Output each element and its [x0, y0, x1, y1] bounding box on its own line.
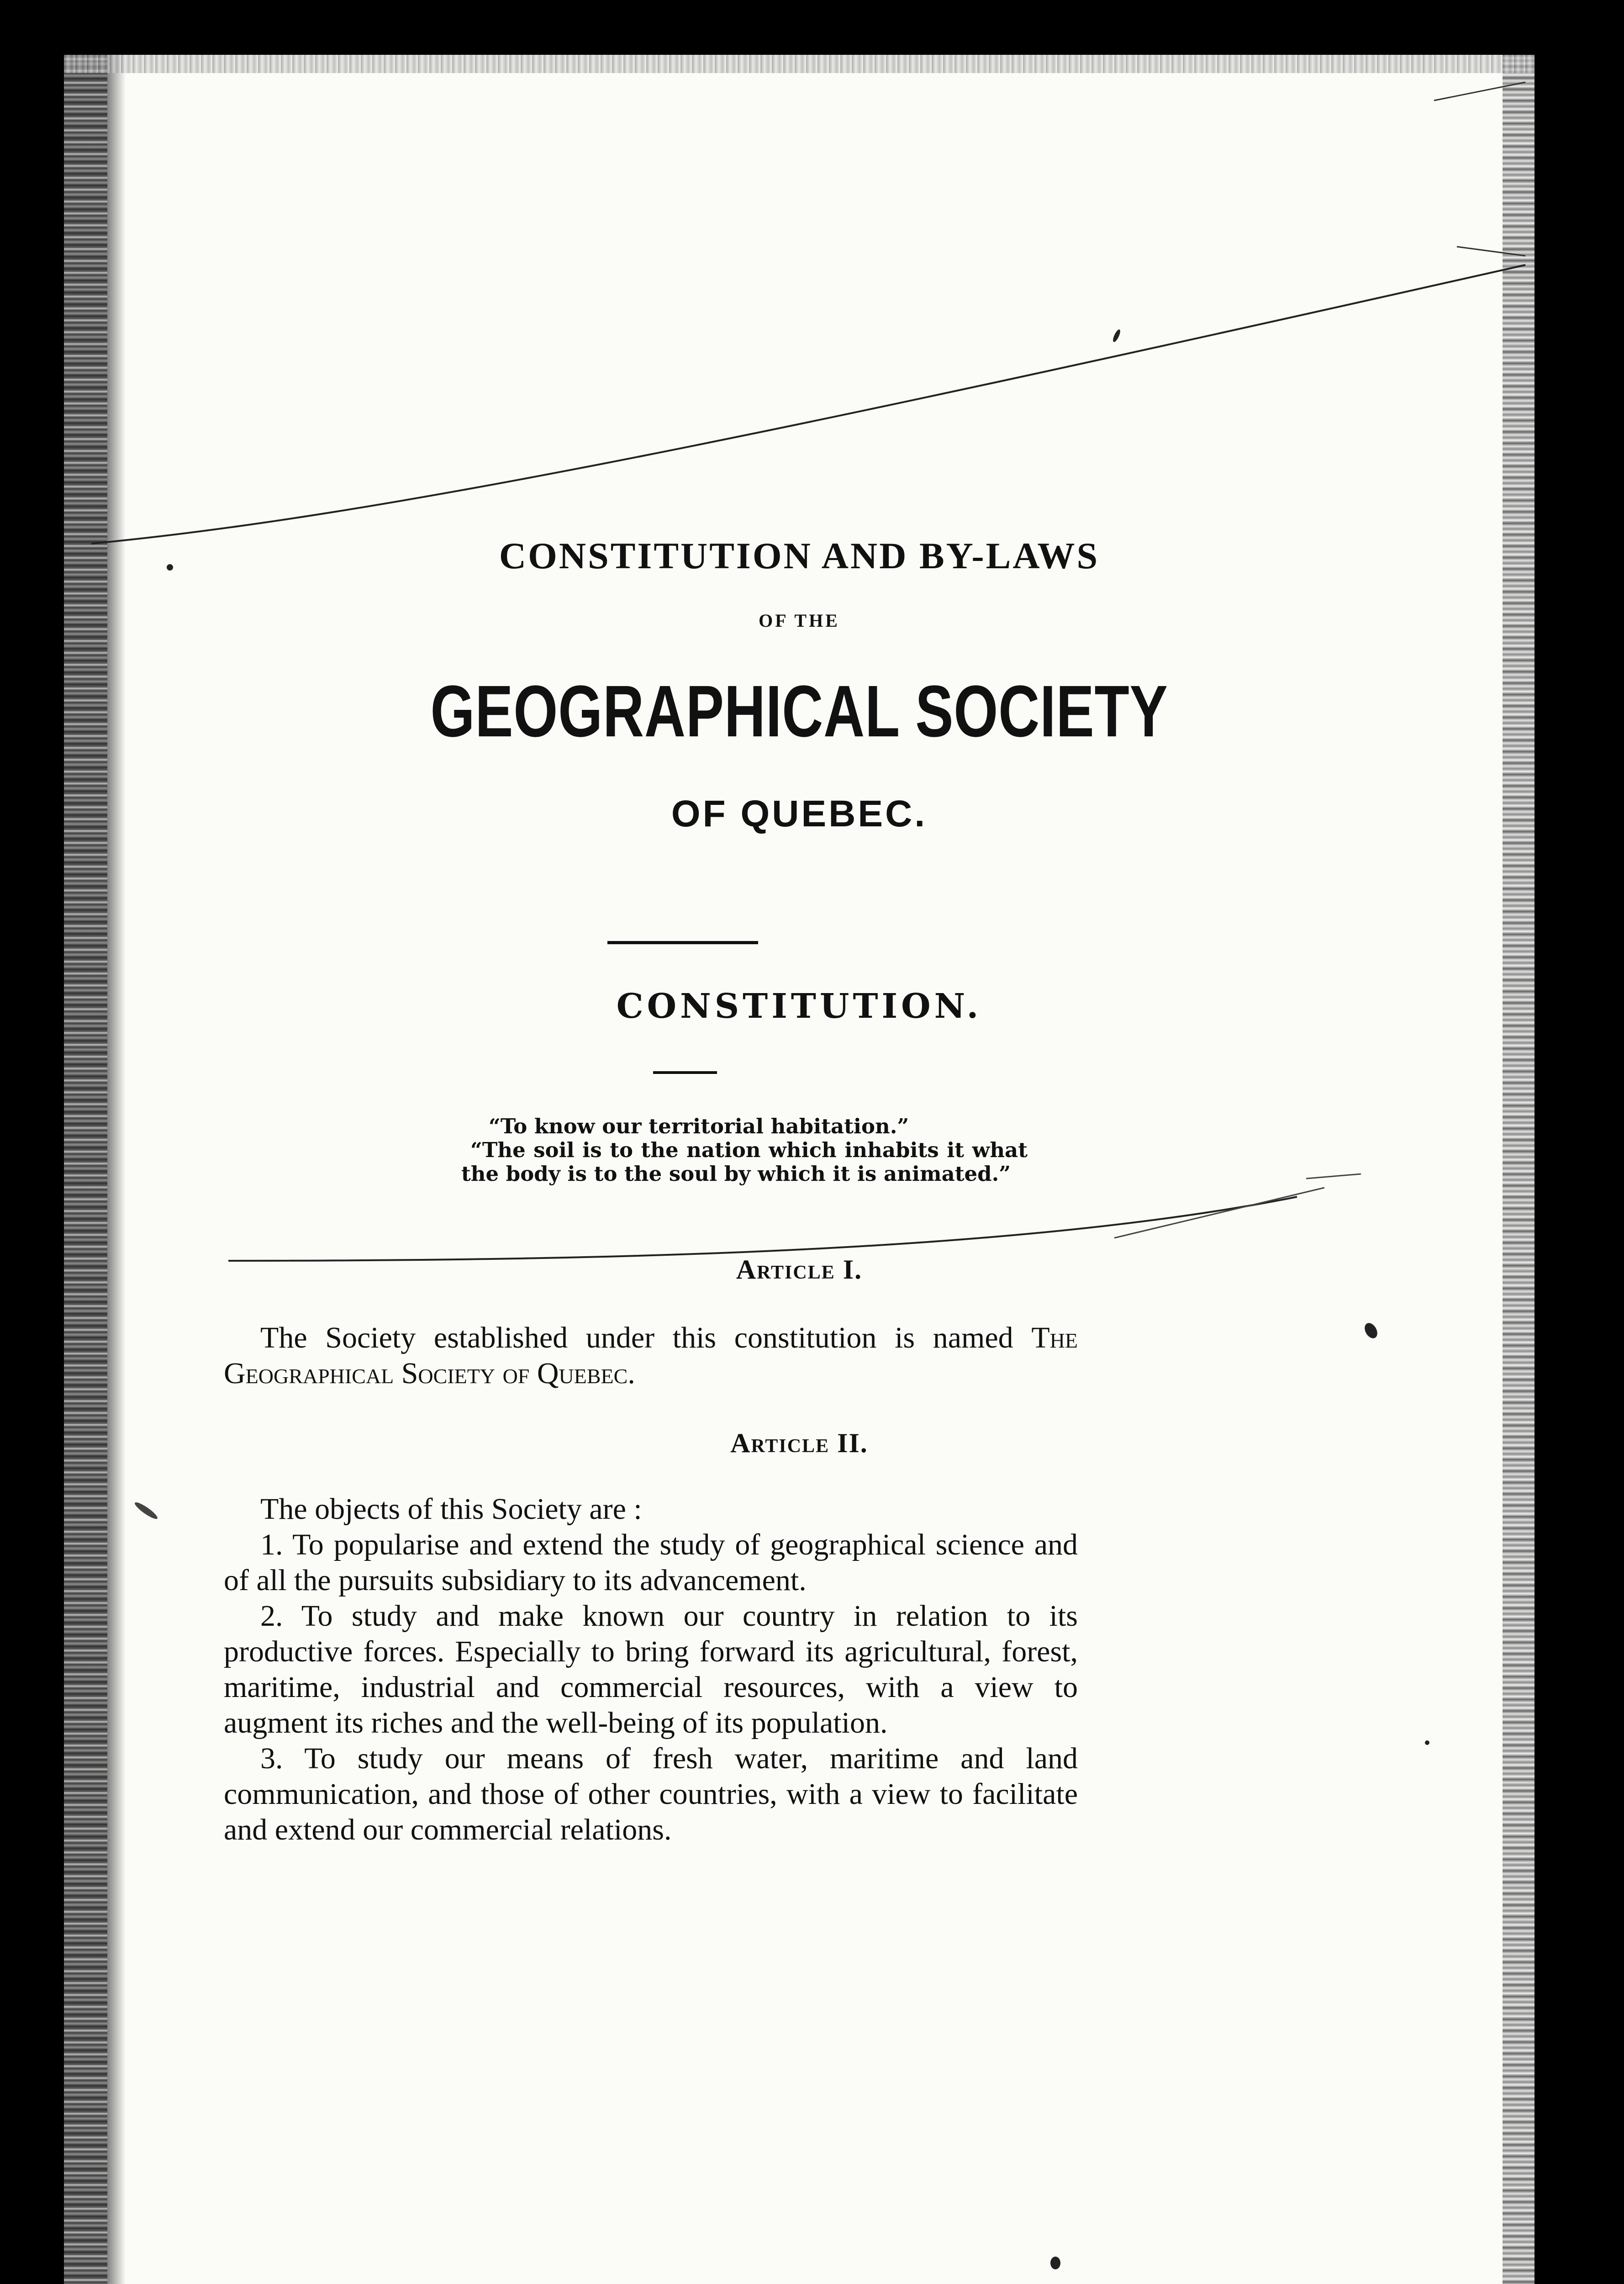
title-line-constitution-bylaws: CONSTITUTION AND BY-LAWS	[499, 535, 1100, 576]
article-1-heading: Article I.	[736, 1254, 863, 1285]
article-1-text	[224, 1320, 1078, 1391]
article-2-item-3: 3. To study our means of fresh water, maritime and land communication, and those of other countries, with a view to facilitate and extend our commercial relations.	[224, 1742, 1078, 1846]
epigraph	[461, 1115, 1028, 1186]
title-of-quebec: OF QUEBEC.	[671, 793, 928, 835]
epigraph-quote-2: “The soil is to the nation which inhabits it what the body is to the soul by which it is animated.”	[461, 1138, 1028, 1186]
article-2-intro: The objects of this Society are :	[260, 1492, 642, 1526]
article-2-item-2: 2. To study and make known our country in relation to its productive forces. Especially to bring forward its agricultural, forest, maritime, industrial and commercial resources, with a view to augment its riches and the well-being of its population.	[224, 1599, 1078, 1739]
title-geographical-society: GEOGRAPHICAL SOCIETY	[430, 670, 1168, 752]
article-1-body	[224, 1320, 1078, 1391]
article-1-text-prefix: The Society established under this constitution is named	[260, 1321, 1032, 1354]
section-heading-constitution: CONSTITUTION.	[616, 987, 982, 1026]
article-2-heading: Article II.	[730, 1428, 868, 1458]
society-name: The Geographical Society of Quebec	[224, 1321, 1078, 1390]
article-2-item-1: 1. To popularise and extend the study of geographical science and of all the pursuits subsidiary to its advancement.	[224, 1528, 1078, 1597]
article-1-text-suffix: .	[627, 1357, 635, 1390]
article-2-body	[224, 1491, 1078, 1848]
epigraph-quote-1: “To know our territorial habitation.”	[489, 1114, 909, 1138]
divider-rule-short	[653, 1071, 717, 1074]
divider-rule	[607, 941, 758, 944]
title-of-the: OF THE	[759, 610, 840, 631]
